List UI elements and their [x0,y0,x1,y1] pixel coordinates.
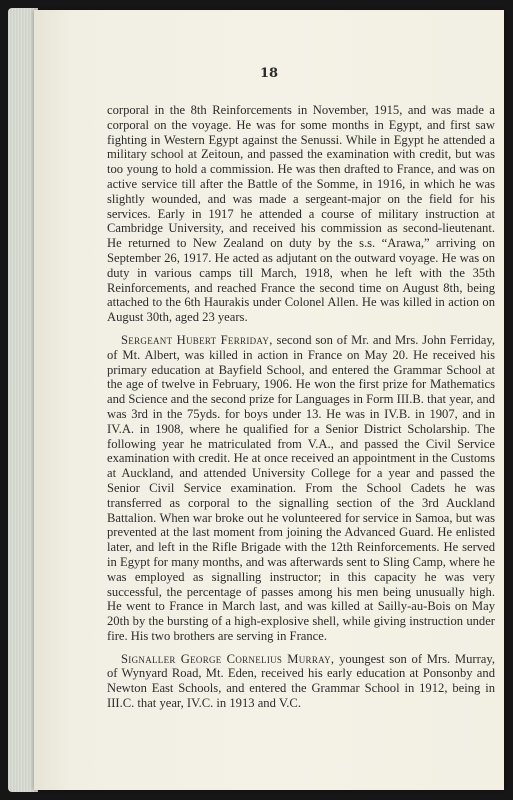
paragraph-ferriday [107,333,495,644]
paragraph-text: corporal in the 8th Reinforcements in November, 1915, and was made a corporal on the voyage. He was for some months in Egypt, and first saw fighting in Western Egypt against the Senussi. While in Egypt he attended a military school at Zeitoun, and passed the examination with credit, but was too young to hold a commission. He was then drafted to France, and was on active service till after the Battle of the Somme, in 1916, in which he was slightly wounded, and was made a sergeant-major on the field for his services. Early in 1917 he attended a course of military instruction at Cambridge University, and received his commission as second-lieutenant. He returned to New Zealand on duty by the s.s. “Arawa,” arriving on September 26, 1917. He acted as adjutant on the outward voyage. He was on duty in various camps till March, 1918, when he left with the 35th Reinforcements, and reached France the second time on August 8th, being attached to the 6th Haurakis under Colonel Allen. He was killed in action on August 30th, aged 23 years. [107,103,495,325]
entry-name: Signaller George Cornelius Murray, [121,651,335,666]
paragraph-text: second son of Mr. and Mrs. John Ferriday, of Mt. Albert, was killed in action in France on May 20. He received his primary education at Bayfield School, and entered the Grammar School at the age of twelve in February, 1906. He won the first prize for Mathematics and Science and the second prize for Languages in Form III.B. that year, and was 3rd in the 75yds. for boys under 13. He was in IV.B. in 1907, and in IV.A. in 1908, where he qualified for a Senior District Scholarship. The following year he matriculated from V.A., and passed the Civil Service examination with credit. He at once received an appointment in the Customs at Auckland, and attended University College for a year and passed the Senior Civil Service examination. From the School Cadets he was transferred as corporal to the signalling section of the 3rd Auckland Battalion. When war broke out he volunteered for service in Samoa, but was prevented at the last moment from joining the Advanced Guard. He enlisted later, and left in the Rifle Brigade with the 12th Reinforcements. He served in Egypt for many months, and was afterwards sent to Sling Camp, where he was employed as signalling instructor; in this capacity he was very successful, the percentage of passes among his men being unusually high. He went to France in March last, and was killed at Sailly-au-Bois on May 20th by the bursting of a high-explosive shell, while giving instruction under fire. His two brothers are serving in France. [107,332,495,643]
paragraph-murray [107,652,495,711]
body-text [107,103,495,719]
entry-name: Sergeant Hubert Ferriday, [121,332,273,347]
page-number: 18 [259,66,279,81]
paragraph-text: youngest son of Mrs. Murray, of Wynyard Road, Mt. Eden, received his early education at Ponsonby and Newton East Schools, and entered the Grammar School in 1912, being in III.C. that year, IV.C. in 1913 and V.C. [107,651,496,711]
paragraph-continuation [107,103,495,325]
page-sheet [34,10,504,790]
